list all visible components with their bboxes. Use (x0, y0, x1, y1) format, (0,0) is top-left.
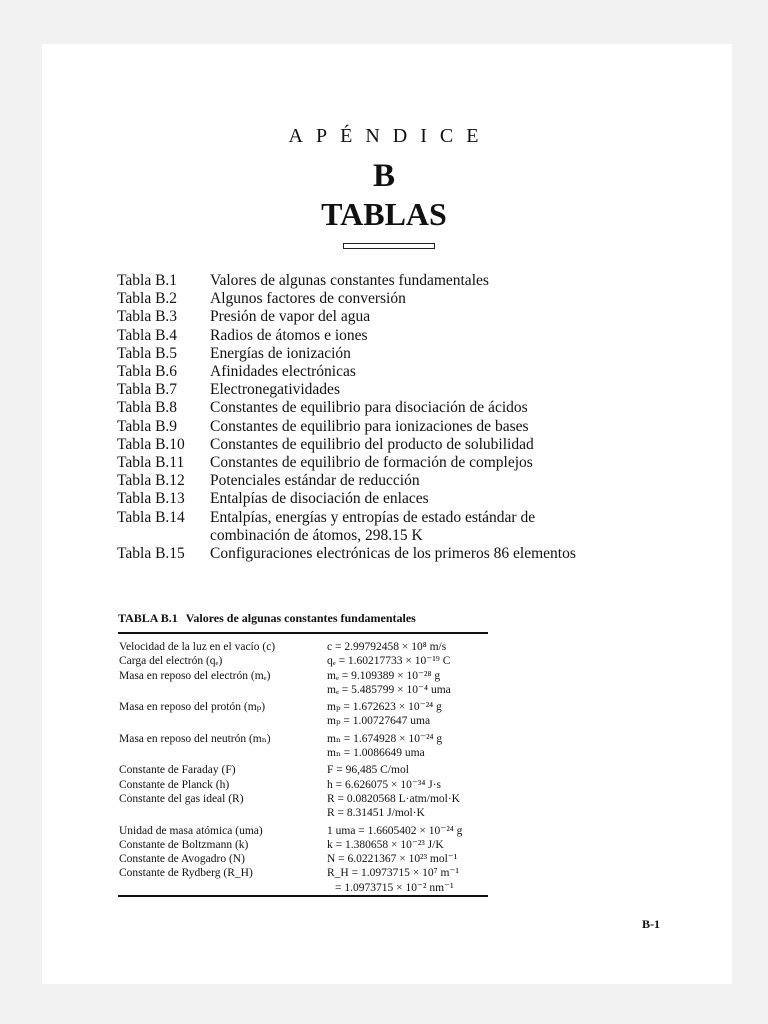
toc-label: Tabla B.15 (117, 545, 185, 563)
constant-name: Constante del gas ideal (R) (119, 792, 244, 805)
constant-value: mₚ = 1.00727647 uma (327, 715, 431, 728)
toc-row (117, 490, 677, 508)
toc-row (117, 472, 677, 490)
table-row (119, 838, 499, 852)
table-row (119, 763, 499, 777)
constant-name: Constante de Boltzmann (k) (119, 838, 249, 851)
toc-label: Tabla B.5 (117, 344, 178, 362)
constant-value: h = 6.626075 × 10⁻³⁴ J·s (327, 778, 442, 791)
constant-name: Carga del electrón (qₑ) (119, 655, 223, 668)
table-of-contents (117, 272, 677, 563)
table-row (119, 824, 499, 838)
toc-row (117, 272, 677, 290)
toc-label: Tabla B.7 (117, 381, 178, 399)
table-row (119, 806, 499, 820)
constant-value: mₙ = 1.0086649 uma (327, 747, 425, 760)
constant-name: Constante de Rydberg (R_H) (119, 867, 253, 880)
table-caption (118, 611, 416, 626)
constant-name (119, 746, 327, 760)
constant-value: qₑ = 1.60217733 × 10⁻¹⁹ C (327, 655, 451, 668)
toc-text: Radios de átomos e iones (210, 326, 368, 344)
toc-label: Tabla B.10 (117, 435, 185, 453)
toc-text: Configuraciones electrónicas de los primeros 86 elementos (210, 545, 576, 563)
constant-name: Constante de Faraday (F) (119, 764, 236, 777)
constant-value: R_H = 1.0973715 × 10⁷ m⁻¹ (327, 867, 459, 880)
constant-value: F = 96,485 C/mol (327, 764, 409, 777)
page-number: B-1 (642, 917, 660, 931)
toc-label (117, 527, 210, 545)
toc-text: Electronegatividades (210, 381, 340, 399)
constant-name: Unidad de masa atómica (uma) (119, 824, 263, 837)
toc-label: Tabla B.11 (117, 454, 185, 472)
constant-name (119, 683, 327, 697)
appendix-heading: APÉNDICE (288, 125, 492, 147)
constant-name (119, 806, 327, 820)
toc-row (117, 509, 677, 527)
toc-text: combinación de átomos, 298.15 K (210, 526, 423, 544)
toc-text: Valores de algunas constantes fundamentales (210, 272, 489, 289)
toc-text: Constantes de equilibrio del producto de solubilidad (210, 435, 534, 453)
table-row (119, 683, 499, 697)
constant-name: Masa en reposo del electrón (mₑ) (119, 669, 271, 682)
toc-row (117, 327, 677, 345)
table-row (119, 778, 499, 792)
toc-label: Tabla B.6 (117, 363, 178, 381)
constant-value: N = 6.0221367 × 10²³ mol⁻¹ (327, 853, 458, 866)
toc-text: Potenciales estándar de reducción (210, 472, 420, 490)
constant-value: mₙ = 1.674928 × 10⁻²⁴ g (327, 732, 443, 745)
toc-label: Tabla B.1 (117, 272, 178, 289)
constant-name (119, 714, 327, 728)
constant-value: mₚ = 1.672623 × 10⁻²⁴ g (327, 701, 442, 714)
toc-text: Constantes de equilibrio para ionizaciones de bases (210, 417, 529, 435)
toc-label: Tabla B.13 (117, 490, 185, 508)
toc-row (117, 345, 677, 363)
table-row (119, 732, 499, 746)
table-row (119, 792, 499, 806)
toc-text: Presión de vapor del agua (210, 308, 371, 326)
toc-label: Tabla B.2 (117, 290, 178, 308)
table-row (119, 700, 499, 714)
toc-text: Energías de ionización (210, 344, 351, 362)
table-row (119, 881, 499, 895)
constant-name: Masa en reposo del protón (mₚ) (119, 701, 266, 714)
decorative-rule (343, 243, 435, 249)
constant-value: 1 uma = 1.6605402 × 10⁻²⁴ g (327, 824, 463, 837)
toc-label: Tabla B.3 (117, 308, 178, 326)
page-title: TABLAS (321, 196, 447, 232)
constant-name: Velocidad de la luz en el vacío (c) (119, 641, 276, 653)
toc-row (117, 527, 677, 545)
table-top-rule (118, 632, 488, 634)
constant-value: R = 8.31451 J/mol·K (327, 807, 425, 820)
toc-label: Tabla B.12 (117, 472, 185, 490)
table-row (119, 866, 499, 880)
toc-label: Tabla B.14 (117, 508, 185, 526)
table-row (119, 640, 499, 654)
toc-row (117, 436, 677, 454)
constant-value: R = 0.0820568 L·atm/mol·K (327, 792, 460, 805)
table-bottom-rule (118, 895, 488, 897)
toc-row (117, 363, 677, 381)
constant-name: Constante de Avogadro (N) (119, 853, 245, 866)
toc-row (117, 545, 677, 563)
constant-name (119, 881, 327, 895)
table-row (119, 852, 499, 866)
toc-label: Tabla B.9 (117, 417, 178, 435)
constant-name: Masa en reposo del neutrón (mₙ) (119, 732, 271, 745)
toc-text: Entalpías de disociación de enlaces (210, 490, 429, 508)
constant-value: mₑ = 5.485799 × 10⁻⁴ uma (327, 683, 451, 696)
toc-text: Afinidades electrónicas (210, 363, 356, 381)
toc-row (117, 308, 677, 326)
toc-text: Constantes de equilibrio para disociación de ácidos (210, 399, 528, 417)
table-row (119, 669, 499, 683)
constant-name: Constante de Planck (h) (119, 778, 230, 791)
constants-table (119, 640, 499, 895)
table-row (119, 654, 499, 668)
table-number: TABLA B.1 (118, 611, 178, 625)
constant-value: = 1.0973715 × 10⁻² nm⁻¹ (335, 881, 454, 894)
constant-value: c = 2.99792458 × 10⁸ m/s (327, 641, 447, 653)
toc-row (117, 381, 677, 399)
toc-text: Entalpías, energías y entropías de estado estándar de (210, 508, 536, 526)
toc-text: Constantes de equilibrio de formación de complejos (210, 454, 533, 472)
toc-label: Tabla B.8 (117, 399, 178, 417)
table-title: Valores de algunas constantes fundamentales (185, 611, 416, 625)
constant-value: k = 1.380658 × 10⁻²³ J/K (327, 838, 444, 851)
toc-row (117, 290, 677, 308)
toc-text: Algunos factores de conversión (210, 290, 406, 308)
toc-label: Tabla B.4 (117, 326, 178, 344)
toc-row (117, 399, 677, 417)
table-row (119, 714, 499, 728)
toc-row (117, 418, 677, 436)
table-row (119, 746, 499, 760)
appendix-letter: B (372, 158, 395, 194)
toc-row (117, 454, 677, 472)
constant-value: mₑ = 9.109389 × 10⁻²⁸ g (327, 669, 441, 682)
